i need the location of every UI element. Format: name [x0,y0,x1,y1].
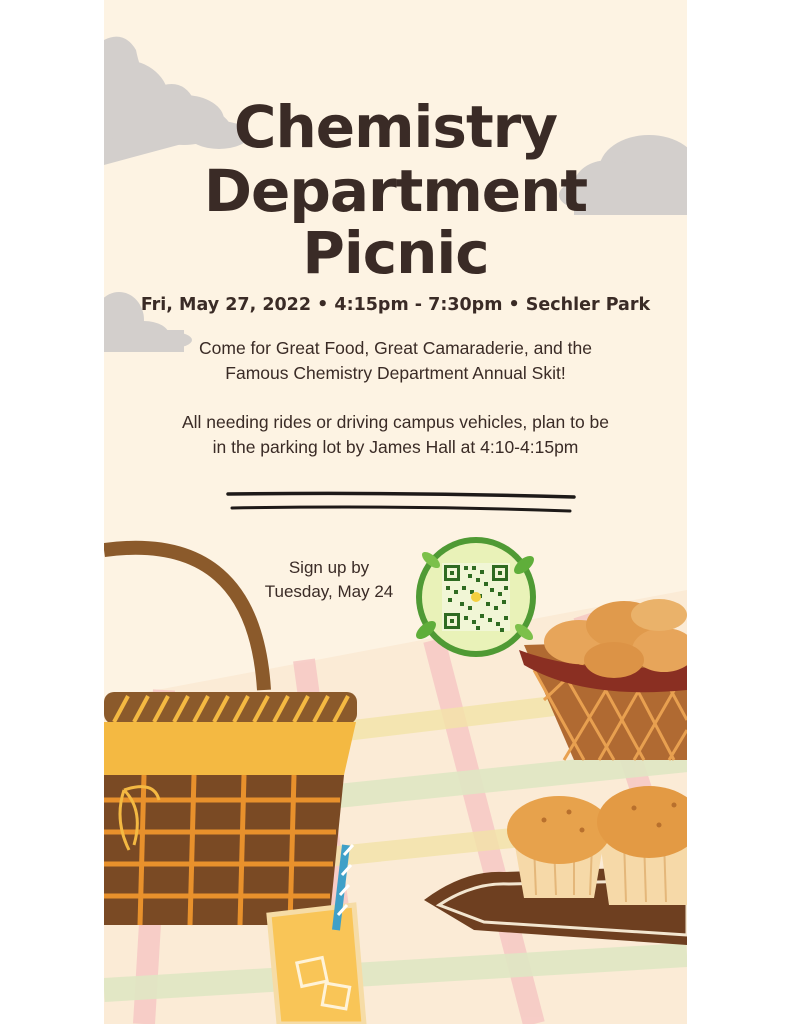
signup-line-1: Sign up by [288,558,370,577]
flyer [104,0,687,1024]
signup-note [244,556,414,604]
title-line-3: Picnic [302,219,489,287]
title-line-1: Chemistry [233,93,558,161]
event-info: Fri, May 27, 2022 • 4:15pm - 7:30pm • Sechler Park [140,295,651,315]
signup-line-2: Tuesday, May 24 [264,582,394,601]
rides-line-1: All needing rides or driving campus vehicles, plan to be [181,412,610,432]
description-line-1: Come for Great Food, Great Camaraderie, and the [199,338,592,358]
rides-line-2: in the parking lot by James Hall at 4:10-4:15pm [212,437,579,457]
description-line-2: Famous Chemistry Department Annual Skit! [225,363,566,383]
description [144,336,647,386]
picnic-basket [104,548,357,925]
divider-line-1 [228,493,574,497]
divider-line-2 [232,507,570,511]
title-line-2: Department [203,157,588,225]
rides-note [144,410,647,460]
